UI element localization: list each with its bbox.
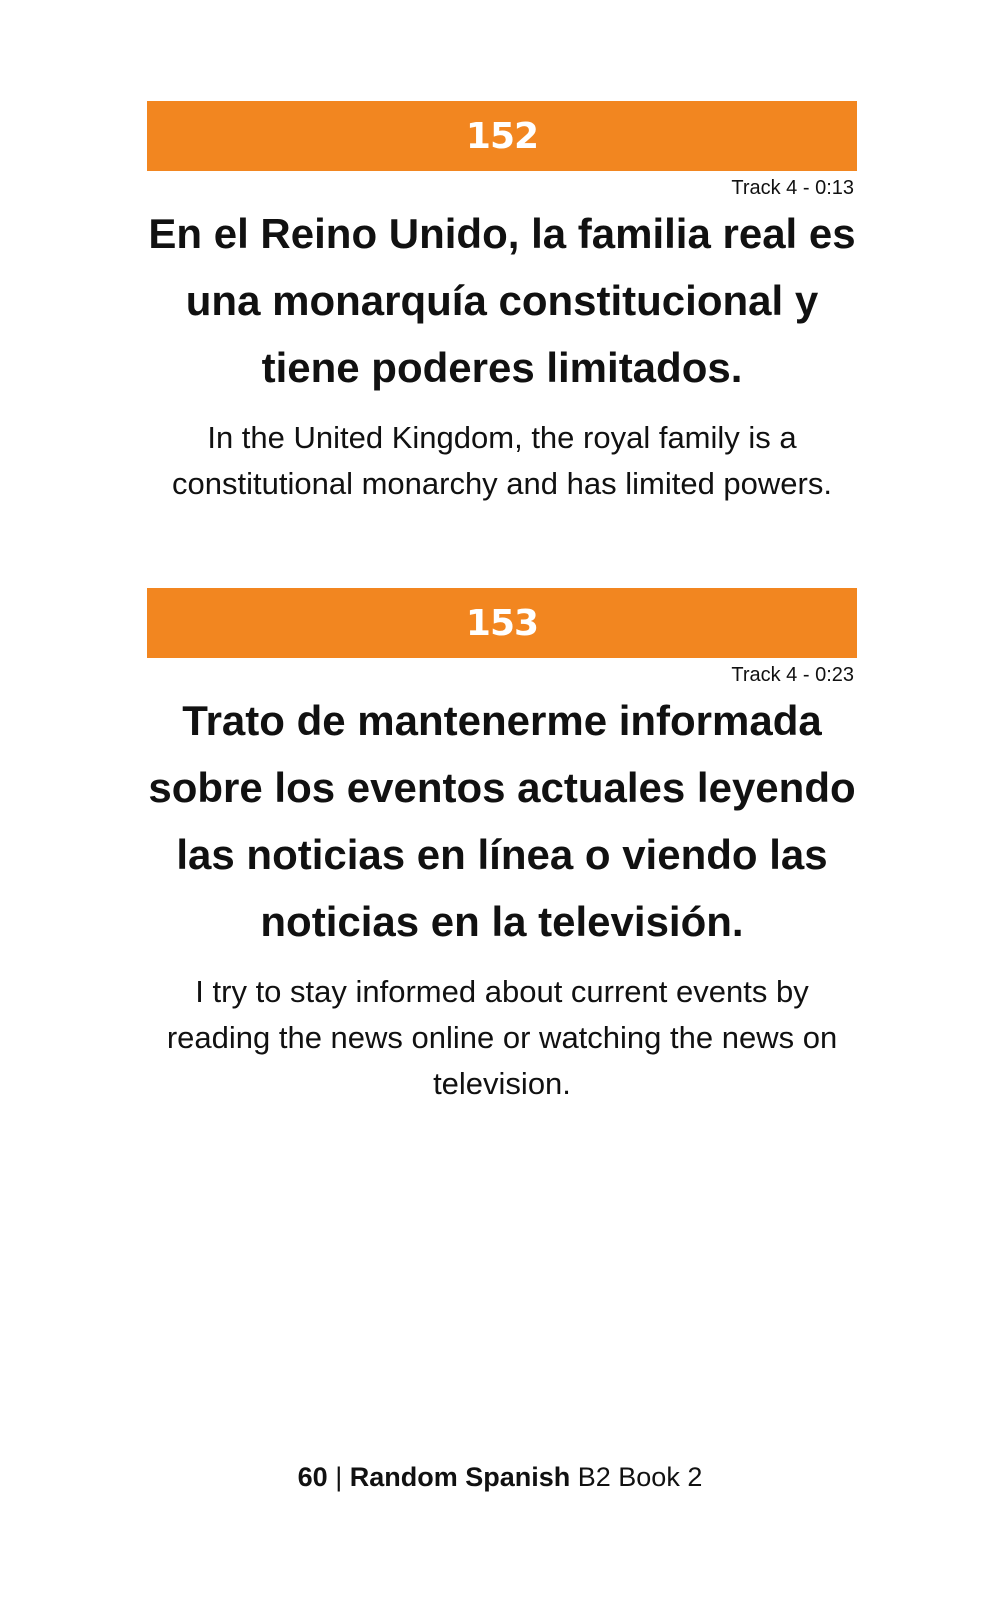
audio-track-label: Track 4 - 0:13 bbox=[731, 177, 854, 199]
entry-153 bbox=[147, 588, 857, 1107]
footer-separator: | bbox=[327, 1462, 350, 1492]
entry-number: 152 bbox=[465, 115, 539, 157]
spanish-sentence: En el Reino Unido, la familia real es una monarquía constitucional y tiene poderes limitados. bbox=[148, 210, 856, 391]
english-translation: In the United Kingdom, the royal family is a constitutional monarchy and has limited powers. bbox=[172, 420, 832, 501]
entry-number-banner bbox=[147, 588, 857, 658]
book-title-rest: B2 Book 2 bbox=[570, 1462, 703, 1492]
spanish-sentence: Trato de mantenerme informada sobre los eventos actuales leyendo las noticias en línea o viendo las noticias en la televisión. bbox=[148, 697, 856, 945]
book-title-bold: Random Spanish bbox=[349, 1462, 571, 1492]
page-footer bbox=[0, 1462, 1000, 1493]
audio-track-label: Track 4 - 0:23 bbox=[731, 664, 854, 686]
page-number: 60 bbox=[297, 1462, 328, 1492]
entry-152 bbox=[147, 101, 857, 507]
entry-number-banner bbox=[147, 101, 857, 171]
english-translation: I try to stay informed about current events by reading the news online or watching the news on television. bbox=[166, 974, 838, 1101]
entry-number: 153 bbox=[465, 602, 539, 644]
